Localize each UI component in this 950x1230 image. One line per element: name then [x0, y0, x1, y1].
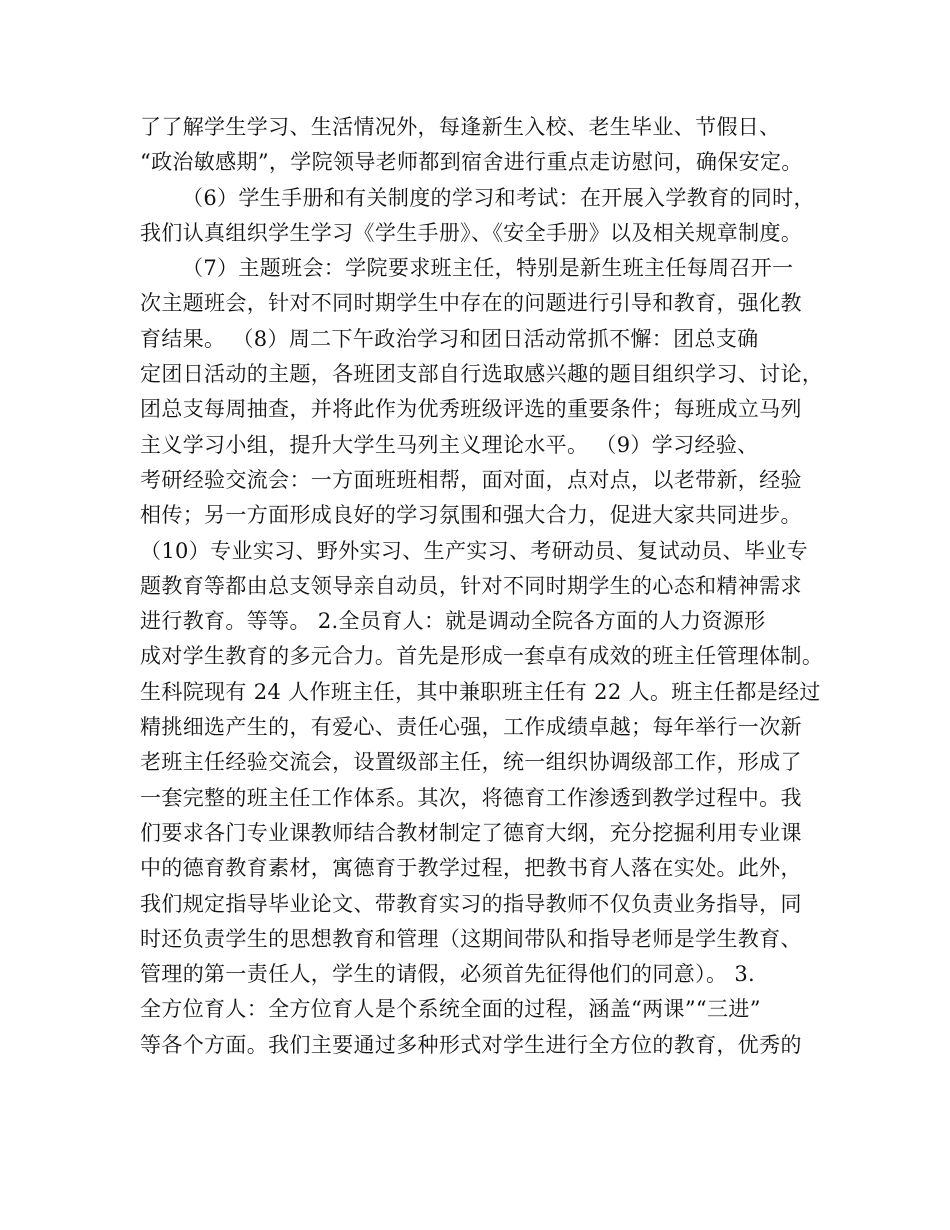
- text-line: 中的德育教育素材，寓德育于教学过程，把教书育人落在实处。此外，: [140, 856, 802, 881]
- text-line: 考研经验交流会：一方面班班相帮，面对面，点对点，以老带新，经验: [140, 467, 802, 492]
- text-line: 了了解学生学习、生活情况外，每逢新生入校、老生毕业、节假日、: [140, 115, 781, 139]
- text-line: 进行教育。等等。 2.全员育人：就是调动全院各方面的人力资源形: [140, 609, 766, 634]
- text-line: 团总支每周抽查，并将此作为优秀班级评选的重要条件；每班成立马列: [140, 397, 802, 422]
- text-line: 成对学生教育的多元合力。首先是形成一套卓有成效的班主任管理体制。: [140, 644, 824, 669]
- text-line: 我们规定指导毕业论文、带教育实习的指导教师不仅负责业务指导，同: [140, 891, 802, 916]
- text-line: 主义学习小组，提升大学生马列主义理论水平。 （9）学习经验、: [140, 432, 759, 457]
- text-line: 题教育等都由总支领导亲自动员，针对不同时期学生的心态和精神需求: [140, 573, 802, 598]
- text-line: “政治敏感期”，学院领导老师都到宿舍进行重点走访慰问，确保安定。: [140, 150, 803, 175]
- text-line: （6）学生手册和有关制度的学习和考试：在开展入学教育的同时，: [182, 185, 815, 210]
- text-line: （7）主题班会：学院要求班主任，特别是新生班主任每周召开一: [182, 256, 794, 281]
- text-line: 定团日活动的主题，各班团支部自行选取感兴趣的题目组织学习、讨论，: [140, 362, 824, 387]
- text-line: （10）专业实习、野外实习、生产实习、考研动员、复试动员、毕业专: [140, 538, 808, 563]
- text-line: 我们认真组织学生学习《学生手册》、《安全手册》以及相关规章制度。: [140, 220, 803, 245]
- text-line: 时还负责学生的思想教育和管理（这期间带队和指导老师是学生教育、: [140, 926, 802, 951]
- text-line: 等各个方面。我们主要通过多种形式对学生进行全方位的教育，优秀的: [140, 1032, 802, 1057]
- text-line: 次主题班会，针对不同时期学生中存在的问题进行引导和教育，强化教: [140, 291, 802, 316]
- text-line: 育结果。 （8）周二下午政治学习和团日活动常抓不懈：团总支确: [140, 326, 759, 351]
- text-line: 生科院现有 24 人作班主任，其中兼职班主任有 22 人。班主任都是经过: [140, 679, 821, 704]
- text-line: 老班主任经验交流会，设置级部主任，统一组织协调级部工作，形成了: [140, 750, 802, 775]
- text-line: 管理的第一责任人，学生的请假，必须首先征得他们的同意）。 3.: [140, 962, 756, 987]
- body-text: [140, 110, 840, 1063]
- text-line: 一套完整的班主任工作体系。其次，将德育工作渗透到教学过程中。我: [140, 785, 802, 810]
- text-line: 全方位育人：全方位育人是个系统全面的过程，涵盖“两课”“三进”: [140, 997, 761, 1022]
- text-line: 相传；另一方面形成良好的学习氛围和强大合力，促进大家共同进步。: [140, 503, 802, 528]
- text-line: 精挑细选产生的，有爱心、责任心强，工作成绩卓越；每年举行一次新: [140, 715, 802, 740]
- text-line: 们要求各门专业课教师结合教材制定了德育大纲，充分挖掘利用专业课: [140, 820, 802, 845]
